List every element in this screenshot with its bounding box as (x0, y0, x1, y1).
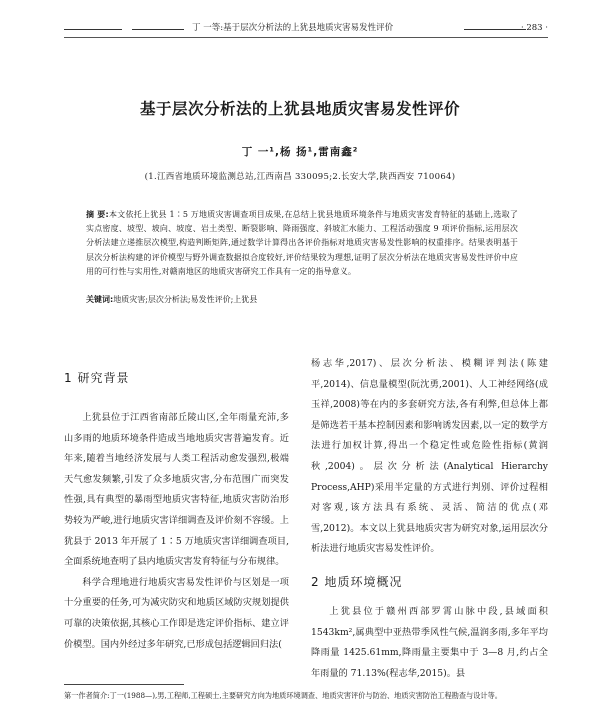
column-left (64, 368, 289, 655)
header-rule-right (464, 29, 526, 30)
keywords (86, 294, 518, 306)
column-right (311, 354, 548, 684)
header-divider (64, 37, 548, 38)
header-rule-left-2 (132, 29, 184, 30)
abstract (86, 208, 518, 279)
footnote-divider (64, 684, 184, 685)
section-heading-1: 1 研究背景 (64, 371, 130, 385)
header-rule-left (64, 29, 122, 30)
paper-title: 基于层次分析法的上犹县地质灾害易发性评价 (139, 100, 460, 118)
page-number: · 283 · (520, 23, 548, 33)
section1-paragraph-2: 科学合理地进行地质灾害易发性评价与区划是一项十分重要的任务,可为减灾防灾和地质区域防灾规划提供可靠的决策依据,其核心工作即是选定评价指标、建立评价模型。国内外经过多年研究,已形成包括逻辑回归法( (64, 576, 289, 650)
keywords-label: 关键词: (86, 295, 114, 304)
keywords-text: 地质灾害;层次分析法;易发性评价;上犹县 (113, 295, 258, 304)
abstract-label: 摘 要: (86, 210, 109, 219)
running-title: 丁 一等:基于层次分析法的上犹县地质灾害易发性评价 (192, 23, 394, 33)
section1-paragraph-2-continued: 杨志华,2017)、层次分析法、模糊评判法(陈建平,2014)、信息量模型(阮沈勇,2001)、人工神经网络(成玉祥,2008)等在内的多套研究方法,各有利弊,但总体上都是筛选若干基本控制因素和影响诱发因素,以一定的数学方法进行加权计算,得出一个稳定性或危险性指标(黄润秋,2004)。层次分析法(Analytical Hierarchy Process,AHP)采用半定量的方式进行判别、评价过程相对客观,该方法具有系统、灵活、简洁的优点(邓雪,2012)。本文以上犹县地质灾害为研究对象,运用层次分析法进行地质灾害易发性评价。 (311, 358, 548, 555)
author-footnote: 第一作者简介:丁一(1988—),男,工程师,工程硕士,主要研究方向为地质环境调查、地质灾害评价与防治、地质灾害防治工程勘查与设计等。 (64, 691, 502, 700)
author-list: 丁 一¹,杨 扬¹,雷南鑫² (241, 146, 359, 158)
section-heading-2: 2 地质环境概况 (311, 574, 403, 589)
author-affiliation: (1.江西省地质环境监测总站,江西南昌 330095;2.长安大学,陕西西安 710064) (144, 172, 456, 182)
section2-paragraph-1: 上犹县位于赣州西部罗霄山脉中段,县域面积 1543km²,属典型中亚热带季风性气候,温润多雨,多年平均降雨量 1425.61mm,降雨量主要集中于 3—8 月,约占全年雨量的 71.13%(程志华,2015)。县 (311, 605, 548, 679)
abstract-text: 本文依托上犹县 1∶5 万地质灾害调查项目成果,在总结上犹县地质环境条件与地质灾害发育特征的基础上,选取了实点密度、坡型、坡向、坡度、岩土类型、断裂影响、降雨强度、斜坡汇水能力、工程活动强度 9 项评价指标,运用层次分析法建立递推层次模型,构造判断矩阵,通过数学计算得出各评价指标对地质灾害易发性影响的权重排序。结果表明基于层次分析法构建的评价模型与野外调查数据拟合度较好,评价结果较为理想,证明了层次分析法在地质灾害易发性评价中应用的可行性与实用性,对赣南地区的地质灾害研究工作具有一定的指导意义。 (86, 210, 518, 276)
section1-paragraph-1: 上犹县位于江西省南部丘陵山区,全年雨量充沛,多山多雨的地质环境条件造成当地地质灾害普遍发育。近年来,随着当地经济发展与人类工程活动愈发强烈,极端天气愈发频繁,引发了众多地质灾害,分布范围广而突发性强,具有典型的暴雨型地质灾害特征,地质灾害防治形势较为严峻,进行地质灾害详细调查及评价刻不容缓。上犹县于 2013 年开展了 1∶5 万地质灾害详细调查项目,全面系统地查明了县内地质灾害发育特征与分布规律。 (64, 412, 289, 568)
